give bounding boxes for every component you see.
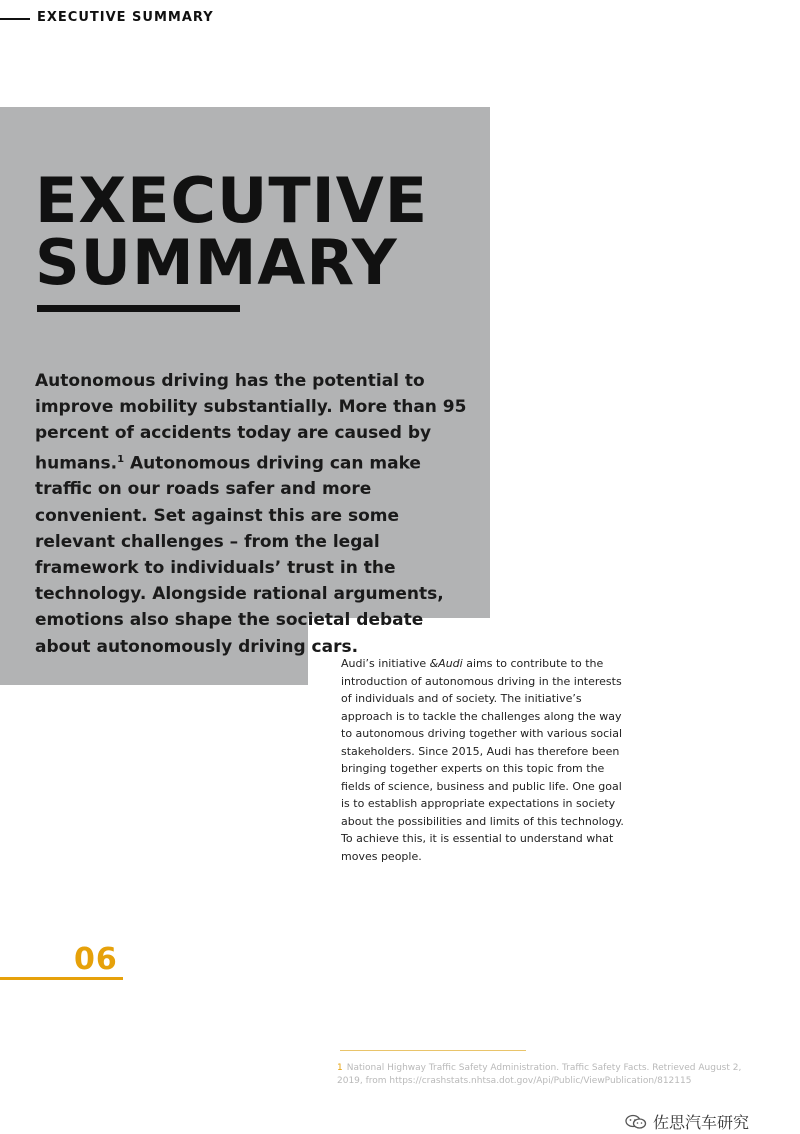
body-paragraph [341, 655, 631, 865]
page-title-line-1: EXECUTIVE [35, 164, 429, 237]
page-title [35, 164, 429, 299]
watermark-text: 佐思汽车研究 [653, 1113, 750, 1132]
page-number: 06 [74, 942, 118, 977]
footnote-text: National Highway Traffic Safety Administration. Traffic Safety Facts. Retrieved August 2, 2019, from https://crashstats.nhtsa.dot.gov/Api/Public/ViewPublication/812115 [337, 1063, 742, 1086]
initiative-name: &Audi [429, 657, 463, 670]
title-underline [37, 305, 240, 312]
watermark [625, 1110, 749, 1133]
lead-text-part-1: Autonomous driving has the potential to improve mobility substantially. More than 95 percent of accidents today are caused by humans. [35, 371, 467, 474]
section-header: EXECUTIVE SUMMARY [37, 10, 214, 25]
footnote-reference[interactable]: 1 [117, 453, 125, 465]
lead-text-part-2: Autonomous driving can make traffic on our roads safer and more convenient. Set against this are some relevant challenges – from the legal framework to individuals’ trust in the technology. Alongside rational arguments, emotions also shape the societal debate about autonomously driving cars. [35, 453, 444, 657]
body-text-after: aims to contribute to the introduction of autonomous driving in the interests of individuals and of society. The initiative’s approach is to tackle the challenges along the way to autonomous driving together with various social stakeholders. Since 2015, Audi has therefore been bringing together experts on this topic from the fields of science, business and public life. One goal is to establish appropriate expectations in society about the possibilities and limits of this technology. To achieve this, it is essential to understand what moves people. [341, 657, 624, 863]
wechat-icon [625, 1114, 647, 1130]
page-number-rule [0, 977, 123, 980]
body-text-before: Audi’s initiative [341, 657, 430, 670]
footnote-number: 1 [337, 1063, 343, 1073]
lead-paragraph [35, 368, 475, 660]
footnote [337, 1062, 747, 1088]
page-title-line-2: SUMMARY [35, 226, 398, 299]
header-rule [0, 18, 30, 20]
footnote-divider [340, 1050, 526, 1051]
